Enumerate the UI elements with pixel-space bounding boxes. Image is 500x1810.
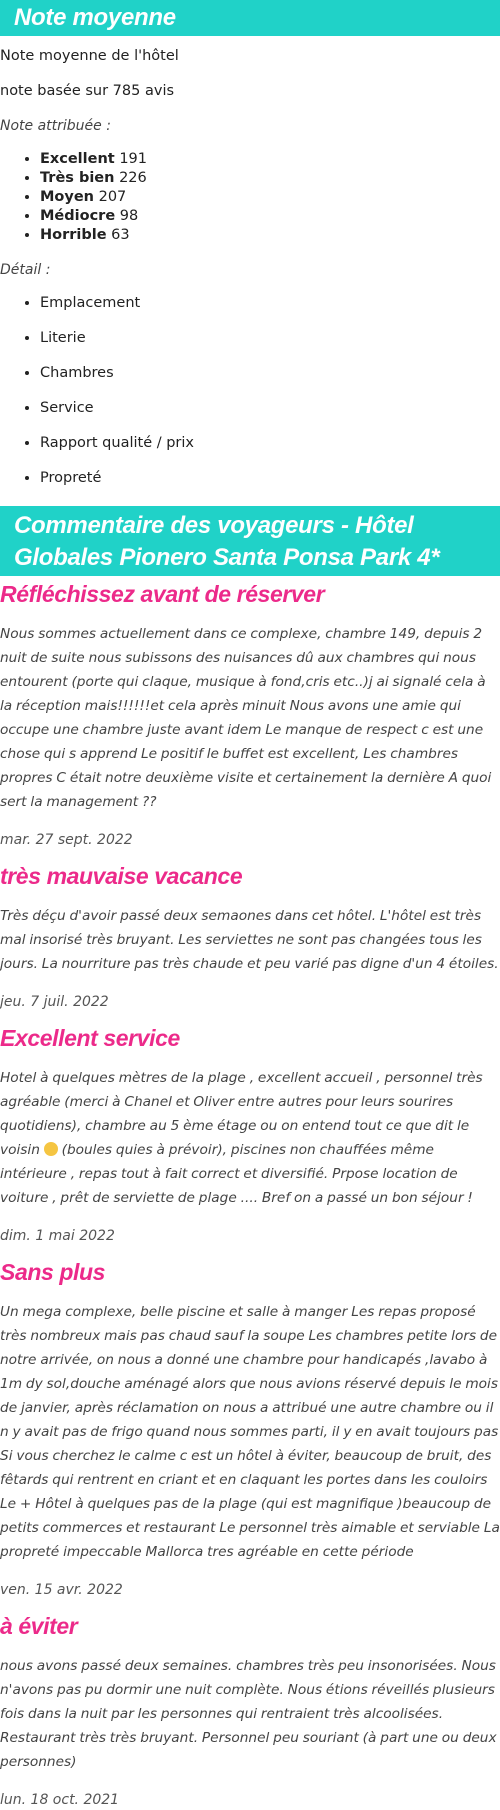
average-rating-header: Note moyenne: [0, 0, 500, 36]
detail-item: • Chambres: [40, 363, 500, 383]
rating-label: Très bien: [40, 170, 115, 186]
review-body: Très déçu d'avoir passé deux semaones dans cet hôtel. L'hôtel est très mal insorisé très bruyant. Les serviettes ne sont pas changées tous les jours. La nourriture pas très chaude et peu varié pas digne d'un 4 étoiles.: [0, 908, 499, 972]
review-body: Un mega complexe, belle piscine et salle à manger Les repas proposé très nombreux mais pas chaud sauf la soupe Les chambres petite lors de notre arrivée, on nous a donné une chambre pour handicapés ,lavabo à 1m dy sol,douche aménagé alors que nous avions réservé depuis le mois de janvier, après réclamation on nous a attribué une autre chambre ou il n y avait pas de frigo quand nous sommes parti, il y en avait toujours pas Si vous cherchez le calme c est un hôtel à éviter, beaucoup de bruit, des fêtards qui rentrent en criant et en claquant les portes dans les couloirs Le + Hôtel à quelques pas de la plage (qui est magnifique )beaucoup de petits commerces et restaurant Le personnel très aimable et serviable La propreté impeccable Mallorca tres agréable en cette période: [0, 1304, 500, 1560]
detail-item: • Propreté: [40, 468, 500, 488]
review-title: très mauvaise vacance: [0, 863, 243, 889]
review-date: ven. 15 avr. 2022: [0, 1582, 123, 1598]
rating-count: 191: [119, 151, 148, 167]
sleepy-face-icon: [44, 1142, 58, 1156]
ratings-list: [0, 136, 500, 245]
rating-item: [40, 207, 500, 226]
review-body: [0, 1066, 500, 1210]
average-rating-label: Note moyenne de l'hôtel: [0, 48, 179, 64]
based-on-reviews: note basée sur 785 avis: [0, 83, 175, 99]
review: [0, 580, 500, 850]
rating-count: 98: [119, 208, 139, 224]
rating-item: [40, 169, 500, 188]
review: [0, 1024, 500, 1246]
detail-item: • Emplacement: [40, 293, 500, 313]
rating-item: [40, 226, 500, 245]
review-body-part: Hotel à quelques mètres de la plage , excellent accueil , personnel très agréable (merci à Chanel et Oliver entre autres pour leurs sourires quotidiens), chambre au 5 ème étage ou on entend tout ce que dit le voisin: [0, 1070, 483, 1158]
rating-item: [40, 150, 500, 169]
review: [0, 862, 500, 1012]
detail-item: • Literie: [40, 328, 500, 348]
reviews-header: Commentaire des voyageurs - Hôtel Globales Pionero Santa Ponsa Park 4*: [0, 506, 500, 576]
rating-label: Médiocre: [40, 208, 116, 224]
review-title: à éviter: [0, 1613, 78, 1639]
review-title: Sans plus: [0, 1259, 106, 1285]
review-body: nous avons passé deux semaines. chambres très peu insonorisées. Nous n'avons pas pu dormir une nuit complète. Nous étions réveillés plusieurs fois dans la nuit par les personnes qui rentraient très alcoolisées. Restaurant très très bruyant. Personnel peu souriant (à part une ou deux personnes): [0, 1658, 497, 1770]
rating-label: Excellent: [40, 151, 115, 167]
review: [0, 1612, 500, 1810]
review-body-part: (boules quies à prévoir), piscines non chauffées même intérieure , repas tout à fait correct et diversifié. Prpose location de voiture , prêt de serviette de plage .... Bref on a passé un bon séjour !: [0, 1142, 473, 1206]
rating-count: 63: [111, 227, 130, 243]
rating-item: [40, 188, 500, 207]
detail-item: • Rapport qualité / prix: [40, 433, 500, 453]
rating-label: Horrible: [40, 227, 107, 243]
review-title: Excellent service: [0, 1025, 180, 1051]
detail-item: • Service: [40, 398, 500, 418]
review-date: lun. 18 oct. 2021: [0, 1792, 120, 1808]
review-body: Nous sommes actuellement dans ce complexe, chambre 149, depuis 2 nuit de suite nous subissons des nuisances dû aux chambres qui nous entourent (porte qui claque, musique à fond,cris etc..)j ai signalé cela à la réception mais!!!!!!et cela après minuit Nous avons une amie qui occupe une chambre juste avant idem Le manque de respect c est une chose qui s apprend Le positif le buffet est excellent, Les chambres propres C était notre deuxième visite et certainement la dernière A quoi sert la management ??: [0, 626, 492, 810]
rating-given-label: Note attribuée :: [0, 118, 111, 134]
review-date: mar. 27 sept. 2022: [0, 832, 133, 848]
review-date: dim. 1 mai 2022: [0, 1228, 115, 1244]
review: [0, 1258, 500, 1600]
detail-label: Détail :: [0, 262, 51, 278]
review-title: Réfléchissez avant de réserver: [0, 581, 325, 607]
rating-label: Moyen: [40, 189, 94, 205]
rating-count: 207: [98, 189, 127, 205]
rating-count: 226: [119, 170, 147, 186]
review-date: jeu. 7 juil. 2022: [0, 994, 109, 1010]
spacer: [0, 488, 500, 506]
details-list: [0, 280, 500, 488]
